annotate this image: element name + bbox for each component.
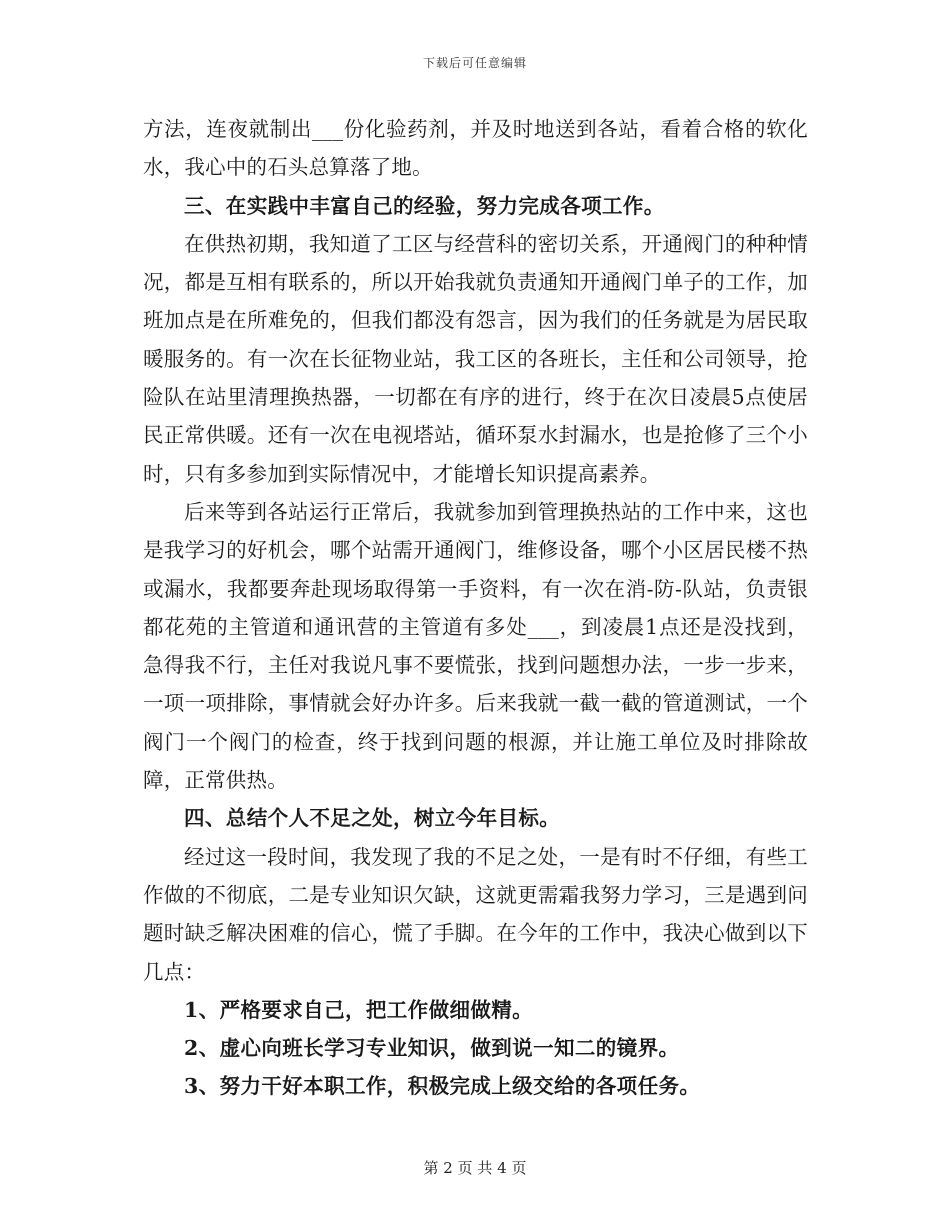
goal-item-1: 1、严格要求自己，把工作做细做精。 — [184, 997, 534, 1022]
paragraph-heating-start: 在供热初期，我知道了工区与经营科的密切关系，开通阀门的种种情况，都是互相有联系的，所以开始我就负责通知开通阀门单子的工作，加班加点是在所难免的，但我们都没有怨言，因为我们的任务就是为居民取暖服务的。有一次在长征物业站，我工区的各班长，主任和公司领导，抢险队在站里清理换热器，一切都在有序的进行，终于在次日凌晨5点使居民正常供暖。还有一次在电视塔站，循环泵水封漏水，也是抢修了三个小时，只有多参加到实际情况中，才能增长知识提高素养。 — [143, 231, 808, 486]
paragraph-continued: 方法，连夜就制出___份化验药剂，并及时地送到各站，看着合格的软化水，我心中的石头总算落了地。 — [143, 117, 808, 180]
document-body — [143, 110, 808, 1106]
section-heading-4: 四、总结个人不足之处，树立今年目标。 — [184, 806, 561, 831]
section-heading-3: 三、在实践中丰富自己的经验，努力完成各项工作。 — [184, 193, 665, 218]
paragraph-station-management: 后来等到各站运行正常后，我就参加到管理换热站的工作中来，这也是我学习的好机会，哪个站需开通阀门，维修设备，哪个小区居民楼不热或漏水，我都要奔赴现场取得第一手资料，有一次在消-防-队站，负责银都花苑的主管道和通讯营的主管道有多处___，到凌晨1点还是没找到，急得我不行，主任对我说凡事不要慌张，找到问题想办法，一步一步来，一项一项排除，事情就会好办许多。后来我就一截一截的管道测试，一个阀门一个阀门的检查，终于找到问题的根源，并让施工单位及时排除故障，正常供热。 — [143, 499, 808, 793]
page-header: 下载后可任意编辑 — [422, 56, 527, 70]
page-footer: 第 2 页 共 4 页 — [423, 1159, 527, 1177]
goal-item-2: 2、虚心向班长学习专业知识，做到说一知二的镜界。 — [184, 1036, 680, 1061]
paragraph-shortcomings: 经过这一段时间，我发现了我的不足之处，一是有时不仔细，有些工作做的不彻底，二是专业知识欠缺，这就更需霜我努力学习，三是遇到问题时缺乏解决困难的信心，慌了手脚。在今年的工作中，我决心做到以下几点： — [143, 844, 808, 984]
goal-item-3: 3、努力干好本职工作，积极完成上级交给的各项任务。 — [184, 1074, 701, 1099]
